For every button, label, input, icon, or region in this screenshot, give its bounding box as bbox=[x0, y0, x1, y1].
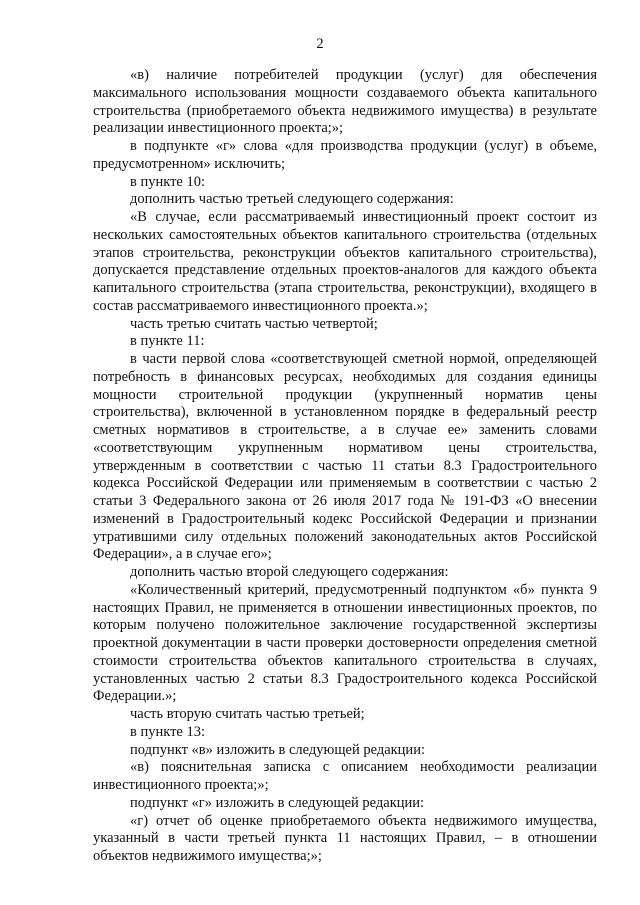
document-body bbox=[93, 67, 597, 866]
paragraph: дополнить частью третьей следующего содержания: bbox=[130, 191, 454, 208]
paragraph: подпункт «в» изложить в следующей редакции: bbox=[130, 741, 425, 758]
paragraph: дополнить частью второй следующего содержания: bbox=[130, 564, 449, 580]
paragraph: подпункт «г» изложить в следующей редакции: bbox=[130, 794, 425, 811]
paragraph: «г) отчет об оценке приобретаемого объекта недвижимого имущества, указанный в части третьей пункта 11 настоящих Правил, – в отношении объектов недвижимого имущества;»; bbox=[93, 812, 597, 864]
paragraph: в подпункте «г» слова «для производства продукции (услуг) в объеме, предусмотренном» исключить; bbox=[93, 138, 597, 172]
paragraph: часть вторую считать частью третьей; bbox=[130, 706, 365, 722]
paragraph: «в) наличие потребителей продукции (услуг) для обеспечения максимального использования мощности создаваемого объекта капитального строительства (приобретаемого объекта недвижимого имущества) в результате реализации инвестиционного проекта;»; bbox=[93, 67, 597, 137]
paragraph: «В случае, если рассматриваемый инвестиционный проект состоит из нескольких самостоятельных объектов капитального строительства (отдельных этапов строительства, реконструкции объектов капитального строительства), допускается представление отдельных проектов-аналогов для каждого объекта капитального строительства (этапа строительства, реконструкции), входящего в состав рассматриваемого инвестиционного проекта.»; bbox=[93, 209, 597, 314]
paragraph: «Количественный критерий, предусмотренный подпунктом «б» пункта 9 настоящих Правил, не применяется в отношении инвестиционных проектов, по которым получено положительное заключение государственной экспертизы проектной документации в части проверки достоверности определения сметной стоимости строительства объектов капитального строительства в случаях, установленных частью 2 статьи 8.3 Градостроительного кодекса Российской Федерации.»; bbox=[93, 581, 597, 705]
page-number: 2 bbox=[316, 36, 324, 52]
paragraph: в пункте 10: bbox=[130, 173, 206, 190]
paragraph: в пункте 13: bbox=[130, 723, 206, 740]
paragraph: «в) пояснительная записка с описанием необходимости реализации инвестиционного проекта;»; bbox=[93, 759, 597, 793]
paragraph: в пункте 11: bbox=[130, 333, 205, 350]
paragraph: в части первой слова «соответствующей сметной нормой, определяющей потребность в финансовых ресурсах, необходимых для создания единицы мощности строительной продукции (укрупненный норматив цены строительства), включенной в установленном порядке в федеральный реестр сметных нормативов в строительстве, а в случае ее» заменить словами «соответствующим укрупненным нормативом цены строительства, утвержденным в соответствии с частью 11 статьи 8.3 Градостроительного кодекса Российской Федерации или применяемым в соответствии с частью 2 статьи 3 Федерального закона от 26 июля 2017 года № 191-ФЗ «О внесении изменений в Градостроительный кодекс Российской Федерации и признании утратившими силу отдельных положений законодательных актов Российской Федерации», а в случае его»; bbox=[93, 351, 597, 563]
paragraph: часть третью считать частью четвертой; bbox=[130, 315, 378, 332]
